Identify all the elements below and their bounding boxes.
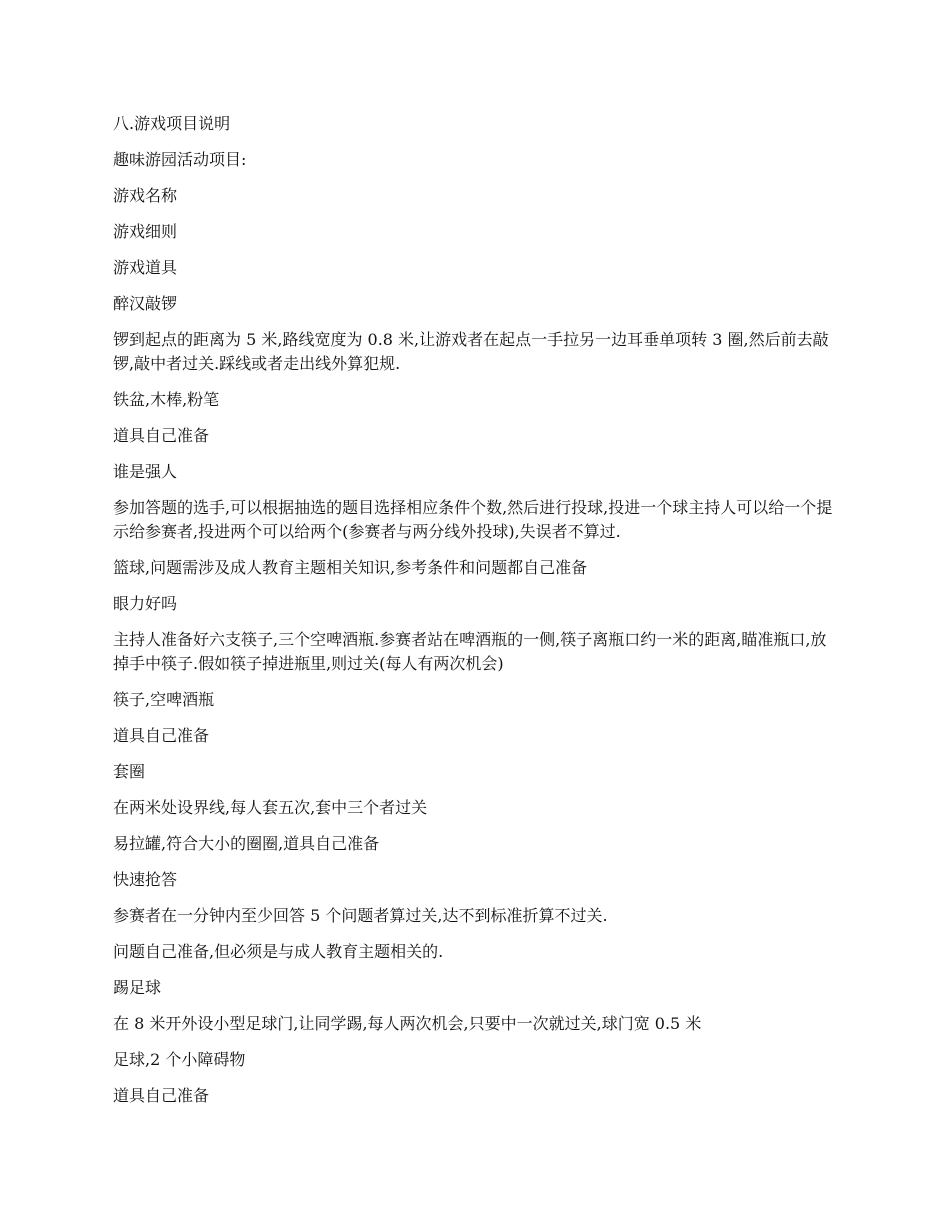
game-rules: 锣到起点的距离为 5 米,路线宽度为 0.8 米,让游戏者在起点一手拉另一边耳垂单项转 3 圈,然后前去敲锣,敲中者过关.踩线或者走出线外算犯规. bbox=[113, 330, 829, 373]
game-name: 快速抢答 bbox=[113, 870, 178, 889]
column-label-game-name: 游戏名称 bbox=[113, 186, 178, 205]
column-label-game-props: 游戏道具 bbox=[113, 258, 178, 277]
game-props: 铁盆,木棒,粉笔 bbox=[113, 390, 220, 409]
activity-list-title: 趣味游园活动项目: bbox=[113, 150, 247, 169]
game-props: 问题自己准备,但必须是与成人教育主题相关的. bbox=[113, 942, 444, 961]
game-name: 醉汉敲锣 bbox=[113, 294, 178, 313]
game-props: 足球,2 个小障碍物 bbox=[113, 1050, 246, 1069]
game-name: 踢足球 bbox=[113, 978, 162, 997]
game-name: 眼力好吗 bbox=[113, 594, 178, 613]
game-rules: 参加答题的选手,可以根据抽选的题目选择相应条件个数,然后进行投球,投进一个球主持人可以给一个提示给参赛者,投进两个可以给两个(参赛者与两分线外投球),失误者不算过. bbox=[113, 498, 833, 541]
game-props: 篮球,问题需涉及成人教育主题相关知识,参考条件和问题都自己准备 bbox=[113, 558, 588, 577]
game-props: 易拉罐,符合大小的圈圈,道具自己准备 bbox=[113, 834, 380, 853]
game-props-note: 道具自己准备 bbox=[113, 1086, 210, 1105]
game-name: 套圈 bbox=[113, 762, 146, 781]
column-label-game-rules: 游戏细则 bbox=[113, 222, 178, 241]
section-heading: 八.游戏项目说明 bbox=[113, 114, 231, 133]
game-rules: 在两米处设界线,每人套五次,套中三个者过关 bbox=[113, 798, 428, 817]
game-props: 筷子,空啤酒瓶 bbox=[113, 690, 215, 709]
game-name: 谁是强人 bbox=[113, 462, 178, 481]
game-rules: 主持人准备好六支筷子,三个空啤酒瓶.参赛者站在啤酒瓶的一侧,筷子离瓶口约一米的距离,瞄准瓶口,放掉手中筷子.假如筷子掉进瓶里,则过关(每人有两次机会) bbox=[113, 630, 827, 673]
game-props-note: 道具自己准备 bbox=[113, 726, 210, 745]
game-rules: 参赛者在一分钟内至少回答 5 个问题者算过关,达不到标准折算不过关. bbox=[113, 906, 608, 925]
document-body bbox=[113, 112, 833, 1120]
game-props-note: 道具自己准备 bbox=[113, 426, 210, 445]
game-rules: 在 8 米开外设小型足球门,让同学踢,每人两次机会,只要中一次就过关,球门宽 0.5 米 bbox=[113, 1014, 702, 1033]
